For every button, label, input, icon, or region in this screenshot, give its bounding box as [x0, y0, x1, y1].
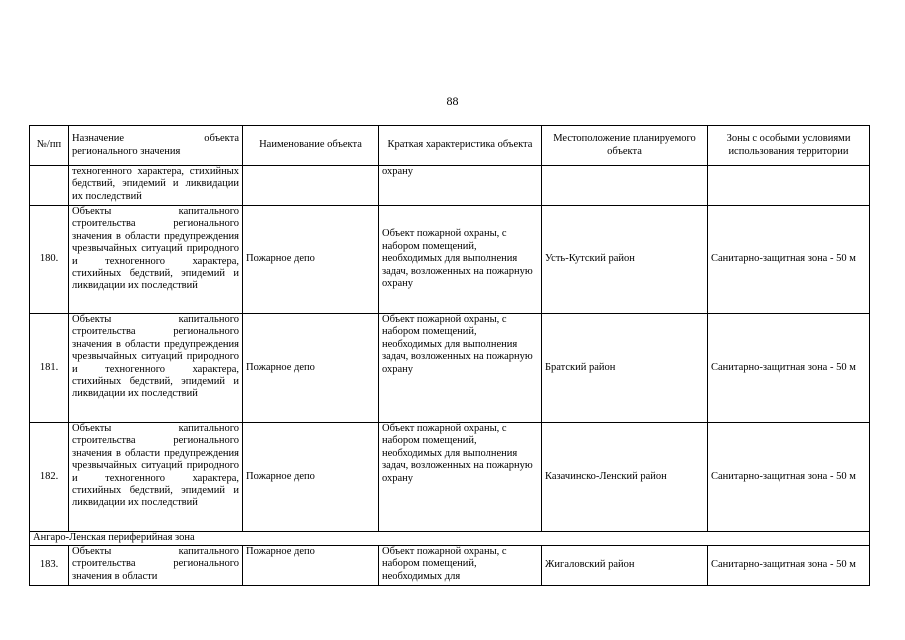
header-purpose-word1: Назначение	[72, 133, 125, 145]
table-row	[30, 423, 870, 532]
cell-purpose: Объекты капитального строительства регионального значения в области предупреждения чрезвычайных ситуаций природного и техногенного характера, стихийных бедствий, эпидемий и ликвидации их последствий	[69, 206, 243, 314]
table-row	[30, 206, 870, 314]
cell-location	[542, 166, 708, 206]
header-purpose-line2: регионального значения	[72, 145, 181, 157]
cell-name	[243, 166, 379, 206]
cell-num: 183.	[30, 546, 69, 586]
cell-location: Усть-Кутский район	[542, 206, 708, 314]
section-title: Ангаро-Ленская периферийная зона	[30, 532, 870, 546]
cell-name: Пожарное депо	[243, 423, 379, 532]
cell-purpose: Объекты капитального строительства регионального значения в области предупреждения чрезвычайных ситуаций природного и техногенного характера, стихийных бедствий, эпидемий и ликвидации их последствий	[69, 423, 243, 532]
cell-location: Жигаловский район	[542, 546, 708, 586]
header-purpose-word2: объекта	[204, 133, 239, 145]
objects-table	[29, 125, 870, 586]
header-zones: Зоны с особыми условиями использования территории	[708, 126, 870, 166]
cell-zone: Санитарно-защитная зона - 50 м	[708, 314, 870, 423]
header-num: №/пп	[30, 126, 69, 166]
cell-num: 182.	[30, 423, 69, 532]
cell-zone: Санитарно-защитная зона - 50 м	[708, 423, 870, 532]
cell-zone: Санитарно-защитная зона - 50 м	[708, 206, 870, 314]
cell-zone: Санитарно-защитная зона - 50 м	[708, 546, 870, 586]
cell-name: Пожарное депо	[243, 206, 379, 314]
cell-num: 181.	[30, 314, 69, 423]
header-purpose	[69, 126, 243, 166]
table-row	[30, 314, 870, 423]
cell-characteristic: Объект пожарной охраны, с набором помещений, необходимых для выполнения задач, возложенных на пожарную охрану	[379, 314, 542, 423]
cell-num	[30, 166, 69, 206]
cell-num: 180.	[30, 206, 69, 314]
cell-zone	[708, 166, 870, 206]
cell-purpose: техногенного характера, стихийных бедствий, эпидемий и ликвидации их последствий	[69, 166, 243, 206]
table-header-row	[30, 126, 870, 166]
cell-characteristic: охрану	[379, 166, 542, 206]
cell-name: Пожарное депо	[243, 546, 379, 586]
cell-purpose: Объекты капитального строительства регионального значения в области	[69, 546, 243, 586]
table-row	[30, 546, 870, 586]
header-location: Местоположение планируемого объекта	[542, 126, 708, 166]
cell-location: Братский район	[542, 314, 708, 423]
cell-location: Казачинско-Ленский район	[542, 423, 708, 532]
page-number: 88	[446, 94, 459, 108]
section-row	[30, 532, 870, 546]
header-characteristic: Краткая характеристика объекта	[379, 126, 542, 166]
cell-characteristic: Объект пожарной охраны, с набором помещений, необходимых для	[379, 546, 542, 586]
cell-characteristic: Объект пожарной охраны, с набором помещений, необходимых для выполнения задач, возложенных на пожарную охрану	[379, 206, 542, 314]
header-name: Наименование объекта	[243, 126, 379, 166]
cell-characteristic: Объект пожарной охраны, с набором помещений, необходимых для выполнения задач, возложенных на пожарную охрану	[379, 423, 542, 532]
cell-name: Пожарное депо	[243, 314, 379, 423]
table-row-continuation	[30, 166, 870, 206]
cell-purpose: Объекты капитального строительства регионального значения в области предупреждения чрезвычайных ситуаций природного и техногенного характера, стихийных бедствий, эпидемий и ликвидации их последствий	[69, 314, 243, 423]
